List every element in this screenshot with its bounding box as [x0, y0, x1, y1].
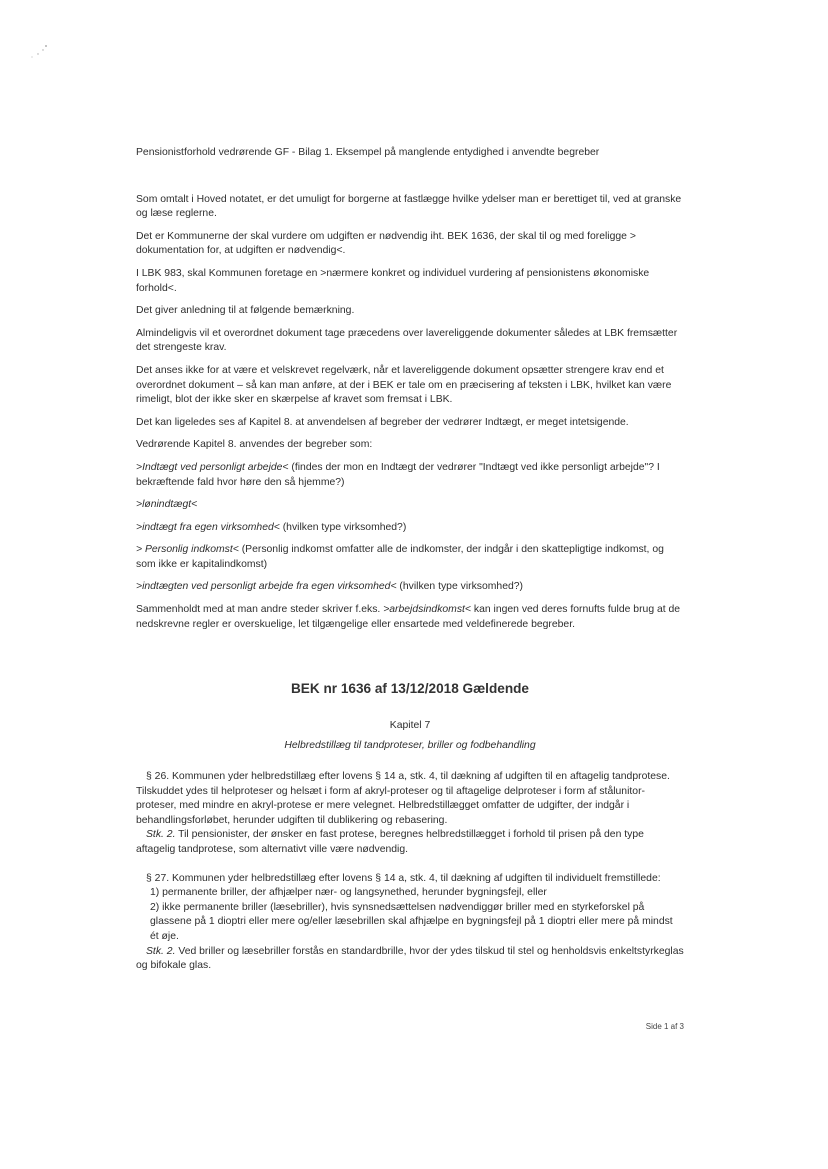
chapter-subtitle: Helbredstillæg til tandproteser, briller og fodbehandling: [284, 740, 536, 752]
stk-label: Stk. 2.: [146, 945, 176, 957]
paragraph-5: Almindeligvis vil et overordnet dokument tage præcedens over lavereliggende dokumenter således at LBK fremsætter det strengeste krav.: [136, 327, 678, 354]
term-item: [136, 498, 684, 513]
bek-heading: BEK nr 1636 af 13/12/2018 Gældende: [290, 681, 529, 697]
section-26: § 26. Kommunen yder helbredstillæg efter lovens § 14 a, stk. 4, til dækning af udgiften til en aftagelig tandprotese. Tilskuddet ydes til helproteser og helsæt i form af akryl-proteser og til aftagelige delproteser i form af stålunitor-proteser, med mindre en akryl-protese er mere velegnet. Helbredstillægget omfatter de udgifter, der indgår i behandlingsforløbet, herunder udgiften til dublikering og rebasering.: [136, 771, 670, 826]
stk-text: Til pensionister, der ønsker en fast protese, beregnes helbredstillægget i forhold til prisen på den type aftagelig tandprotese, som alternativt ville være nødvendig.: [136, 829, 644, 855]
summary-pre: Sammenholdt med at man andre steder skriver f.eks.: [136, 604, 384, 616]
term-note: (Personlig indkomst omfatter alle de indkomster, der indgår i den skattepligtige indkomst, og som ikke er kapitalindkomst): [136, 544, 664, 570]
term-label: >Indtægt ved personligt arbejde<: [136, 461, 289, 473]
paragraph-1: Som omtalt i Hoved notatet, er det umuligt for borgerne at fastlægge hvilke ydelser man er berettiget til, ved at granske og læse reglerne.: [136, 193, 682, 220]
paragraph-8: Vedrørende Kapitel 8. anvendes der begreber som:: [136, 439, 373, 451]
term-item: [136, 521, 684, 536]
term-label: >lønindtægt<: [136, 499, 198, 511]
paragraph-3: I LBK 983, skal Kommunen foretage en >nærmere konkret og individuel vurdering af pensionistens økonomiske forhold<.: [136, 267, 650, 294]
paragraph-2: Det er Kommunerne der skal vurdere om udgiften er nødvendig iht. BEK 1636, der skal til og med foreligge > dokumentation for, at udgiften er nødvendig<.: [136, 230, 636, 257]
term-label: >indtægten ved personligt arbejde fra egen virksomhed<: [136, 581, 397, 593]
chapter-label: Kapitel 7: [389, 719, 431, 731]
paragraph-7: Det kan ligeledes ses af Kapitel 8. at anvendelsen af begreber der vedrører Indtægt, er meget intetsigende.: [136, 416, 629, 428]
list-item: 2) ikke permanente briller (læsebriller), hvis synsnedsættelsen nødvendiggør briller med en styrkeforskel på glassene på 1 dioptri eller mere og/eller læsebrillen skal afhjælpe en bygningsfejl på 1 dioptri eller mere på mindst ét øje.: [150, 901, 673, 942]
section-27-stk-2: [136, 945, 684, 974]
section-27: § 27. Kommunen yder helbredstillæg efter lovens § 14 a, stk. 4, til dækning af udgiften til individuelt fremstillede:: [146, 872, 661, 884]
list-item: 1) permanente briller, der afhjælper nær- og langsynethed, herunder bygningsfejl, eller: [150, 887, 547, 899]
stk-label: Stk. 2.: [146, 829, 176, 841]
summary-paragraph: [136, 603, 684, 632]
paragraph-4: Det giver anledning til at følgende bemærkning.: [136, 305, 355, 317]
term-item: [136, 461, 684, 490]
summary-post: kan ingen ved deres fornufts fulde brug at de nedskrevne regler er overskuelige, let tilgængelige eller ensartede med veldefinerede begreber.: [136, 604, 681, 630]
scan-mark-icon: [26, 42, 56, 62]
page-number: Side 1 af 3: [645, 1022, 684, 1031]
term-item: [136, 543, 684, 572]
stk-text: Ved briller og læsebriller forstås en standardbrille, hvor der ydes tilskud til stel og henholdsvis enkeltstyrkeglas og bifokale glas.: [136, 945, 684, 972]
term-note: (hvilken type virksomhed?): [396, 581, 523, 593]
document-body: [136, 146, 684, 988]
term-label: >indtægt fra egen virksomhed<: [136, 521, 280, 533]
summary-term: >arbejdsindkomst<: [383, 604, 471, 616]
section-26-stk-2: [136, 828, 684, 857]
term-note: (hvilken type virksomhed?): [279, 521, 407, 533]
paragraph-6: Det anses ikke for at være et velskrevet regelværk, når et lavereliggende dokument opsætter strengere krav end et overordnet dokument – så kan man anføre, at der i BEK er tale om en præcisering af teksten i LBK, hvilket kan være rimeligt, blot der ikke sker en skærpelse af kravet som fremsat i LBK.: [136, 364, 672, 406]
term-item: [136, 580, 684, 595]
document-title: Pensionistforhold vedrørende GF - Bilag 1. Eksempel på manglende entydighed i anvendte begreber: [136, 147, 600, 158]
term-label: > Personlig indkomst<: [136, 544, 239, 556]
term-note: (findes der mon en Indtægt der vedrører "Indtægt ved ikke personligt arbejde"? I bekræftende fald hvor høre den så hjemme?): [136, 461, 660, 488]
